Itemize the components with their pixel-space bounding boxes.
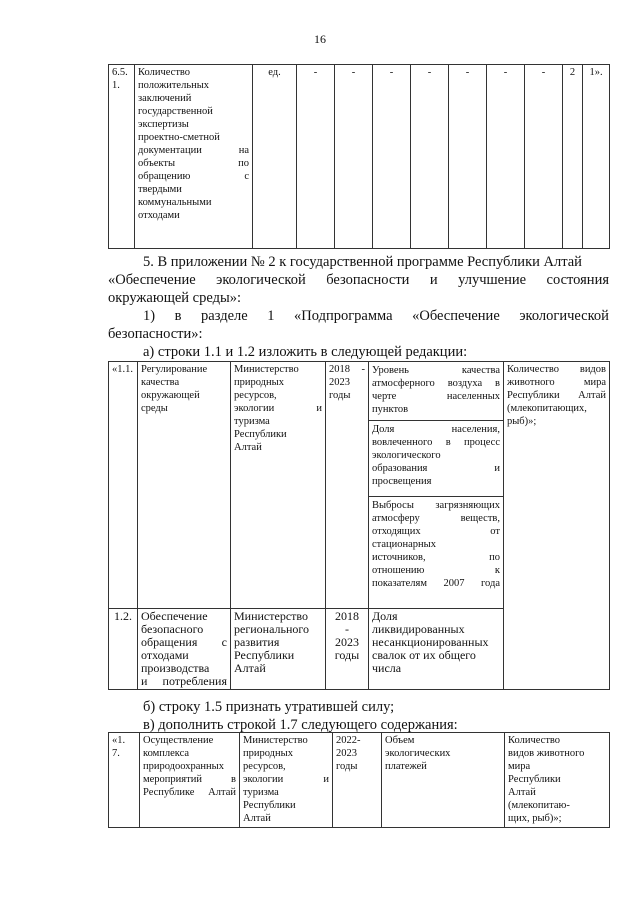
cell-line: отходами <box>138 210 180 221</box>
cell-line: среды <box>141 403 168 414</box>
cell-line: (млекопитающих, <box>507 403 587 414</box>
value-cell: - <box>525 65 563 249</box>
paragraph-a: а) строки 1.1 и 1.2 изложить в следующей редакции: <box>143 344 468 360</box>
cell-line: комплекса <box>143 748 190 759</box>
page-number: 16 <box>314 32 326 46</box>
cell-line: развития <box>234 635 280 649</box>
cell-line: Министерство <box>234 364 299 375</box>
value-cell: - <box>487 65 525 249</box>
word: «Обеспечение <box>108 272 196 288</box>
indicator-cell <box>369 609 504 690</box>
indicator-name <box>135 65 253 249</box>
cell-line: регионального <box>234 622 310 636</box>
cell-line: ресурсов, <box>243 761 286 772</box>
cell-line: коммунальными <box>138 197 212 208</box>
cell-line: Алтай <box>234 661 266 675</box>
cell-line: Алтай <box>243 813 271 824</box>
cell-line: и потребления <box>141 674 227 688</box>
subprogram-name <box>138 609 231 690</box>
word: «Обеспечение <box>412 308 500 324</box>
cell-line: (млекопитаю- <box>508 800 570 811</box>
cell-line: 2018 - <box>329 364 365 375</box>
cell-line: документации на <box>138 145 249 156</box>
ministry-cell <box>231 362 326 609</box>
cell-line: отходами <box>141 648 189 662</box>
cell-line: атмосферного воздуха в <box>372 378 500 389</box>
cell-line: проектно-сметной <box>138 132 220 143</box>
years-cell <box>326 609 369 690</box>
paragraph-1 <box>143 307 609 325</box>
cell-line: Осуществление <box>143 735 214 746</box>
cell-line: государственной <box>138 106 213 117</box>
value-cell: - <box>335 65 373 249</box>
ministry-cell <box>240 733 333 828</box>
word: безопасности <box>326 272 410 288</box>
cell-line: Количество <box>138 67 191 78</box>
row-number: «1. 7. <box>109 733 140 828</box>
cell-line: окружающей <box>141 390 200 401</box>
cell-line: экологии и <box>234 403 322 414</box>
cell-line: ресурсов, <box>234 390 277 401</box>
value-cell: 2 <box>563 65 583 249</box>
cell-line: Министерство <box>243 735 308 746</box>
cell-line: Республике Алтай <box>143 787 236 798</box>
target-cell <box>504 362 610 690</box>
cell-line: Уровень качества <box>372 365 500 376</box>
cell-line: экспертизы <box>138 119 189 130</box>
cell-line: Обеспечение <box>141 609 208 623</box>
table-rows-1-1-1-2 <box>108 361 610 690</box>
word: 1 <box>267 308 275 324</box>
paragraph-5: 5. В приложении № 2 к государственной программе Республики Алтай <box>143 254 582 270</box>
cell-line: мероприятий в <box>143 774 236 785</box>
cell-line: ликвидированных <box>372 622 465 636</box>
cell-line: годы <box>334 648 360 662</box>
cell-line: положительных <box>138 80 210 91</box>
value-cell: - <box>373 65 411 249</box>
cell-line: Доля населения, <box>372 424 500 435</box>
indicator-block <box>369 496 503 608</box>
cell-line: Республики <box>234 648 295 662</box>
ministry-cell <box>231 609 326 690</box>
cell-line: туризма <box>243 787 279 798</box>
subprogram-name <box>138 362 231 609</box>
cell-line: образования и <box>372 463 500 474</box>
cell-line: твердыми <box>138 184 182 195</box>
cell-line: объекты по <box>138 158 249 169</box>
cell-line: обращению с <box>138 171 249 182</box>
cell-line: Количество <box>508 735 561 746</box>
cell-line: 2022- <box>336 735 361 746</box>
table-indicators-6-5-1 <box>108 64 610 249</box>
cell-line: вовлеченного в процесс <box>372 437 500 448</box>
cell-line: мира <box>508 761 531 772</box>
cell-line: заключений <box>138 93 192 104</box>
word: состояния <box>546 272 609 288</box>
cell-line: качества <box>141 377 180 388</box>
cell-line: просвещения <box>372 476 432 487</box>
cell-line: 2023 <box>335 635 359 649</box>
cell-line: экологического <box>372 450 441 461</box>
cell-line: экологических <box>385 748 451 759</box>
cell-line: показателям 2007 года <box>372 578 500 589</box>
word: улучшение <box>458 272 527 288</box>
word: и <box>429 272 438 288</box>
cell-line: Республики Алтай <box>507 390 606 401</box>
cell-line: Выбросы загрязняющих <box>372 500 500 511</box>
cell-line: 2023 <box>329 377 350 388</box>
cell-line: источников, по <box>372 552 500 563</box>
cell-line: свалок от их общего <box>372 648 476 662</box>
cell-line: платежей <box>385 761 427 772</box>
paragraph-v: в) дополнить строкой 1.7 следующего содержания: <box>143 717 458 733</box>
value-cell: - <box>411 65 449 249</box>
word: в <box>174 308 182 324</box>
cell-line: отношению к <box>372 565 500 576</box>
row-number: 1.2. <box>109 609 138 690</box>
years-cell <box>333 733 382 828</box>
paragraph-1-line2: безопасности»: <box>108 326 203 342</box>
cell-line: природных <box>243 748 293 759</box>
word: 1) <box>143 308 156 324</box>
cell-line: Министерство <box>234 609 308 623</box>
cell-line: Республики <box>243 800 296 811</box>
paragraph-b: б) строку 1.5 признать утратившей силу; <box>143 699 395 715</box>
cell-line: экологии и <box>243 774 329 785</box>
value-cell-last: 1». <box>583 65 610 249</box>
cell-line: Объем <box>385 735 415 746</box>
word: «Подпрограмма <box>294 308 393 324</box>
subprogram-name <box>140 733 240 828</box>
cell-line: туризма <box>234 416 270 427</box>
paragraph-5-line2 <box>108 271 609 289</box>
cell-line: отходящих от <box>372 526 500 537</box>
table-row-1-7 <box>108 732 610 828</box>
paragraph-5-line3: окружающей среды»: <box>108 290 242 306</box>
cell-line: рыб)»; <box>507 416 537 427</box>
cell-line: несанкционированных <box>372 635 489 649</box>
cell-line: безопасного <box>141 622 204 636</box>
value-cell: - <box>297 65 335 249</box>
cell-line: атмосферу веществ, <box>372 513 500 524</box>
cell-line: щих, рыб)»; <box>508 813 562 824</box>
cell-line: природных <box>234 377 284 388</box>
cell-line: природоохранных <box>143 761 224 772</box>
cell-line: обращения с <box>141 635 227 649</box>
cell-line: видов животного <box>508 748 585 759</box>
cell-line: годы <box>329 390 351 401</box>
years-cell <box>326 362 369 609</box>
row-number: 6.5. 1. <box>109 65 135 249</box>
cell-line: Количество видов <box>507 364 606 375</box>
cell-line: Регулирование <box>141 364 208 375</box>
cell-line: Республики <box>508 774 561 785</box>
indicator-block <box>369 420 503 496</box>
unit-cell: ед. <box>253 65 297 249</box>
cell-line: пунктов <box>372 404 409 415</box>
cell-line: черте населенных <box>372 391 500 402</box>
indicator-block <box>369 362 503 420</box>
cell-line: годы <box>336 761 358 772</box>
word: экологической <box>216 272 306 288</box>
cell-line: 2023 <box>336 748 357 759</box>
indicators-cell <box>369 362 504 609</box>
cell-line: 2018 <box>335 609 359 623</box>
cell-line: Доля <box>372 609 398 623</box>
cell-line: - <box>345 622 349 636</box>
cell-line: числа <box>372 661 402 675</box>
indicator-cell <box>382 733 505 828</box>
target-cell <box>505 733 610 828</box>
word: экологической <box>519 308 609 324</box>
cell-line: Республики <box>234 429 287 440</box>
cell-line: производства <box>141 661 210 675</box>
row-number: «1.1. <box>109 362 138 609</box>
cell-line: Алтай <box>508 787 536 798</box>
cell-line: Алтай <box>234 442 262 453</box>
value-cell: - <box>449 65 487 249</box>
cell-line: животного мира <box>507 377 606 388</box>
word: разделе <box>201 308 248 324</box>
cell-line: стационарных <box>372 539 436 550</box>
